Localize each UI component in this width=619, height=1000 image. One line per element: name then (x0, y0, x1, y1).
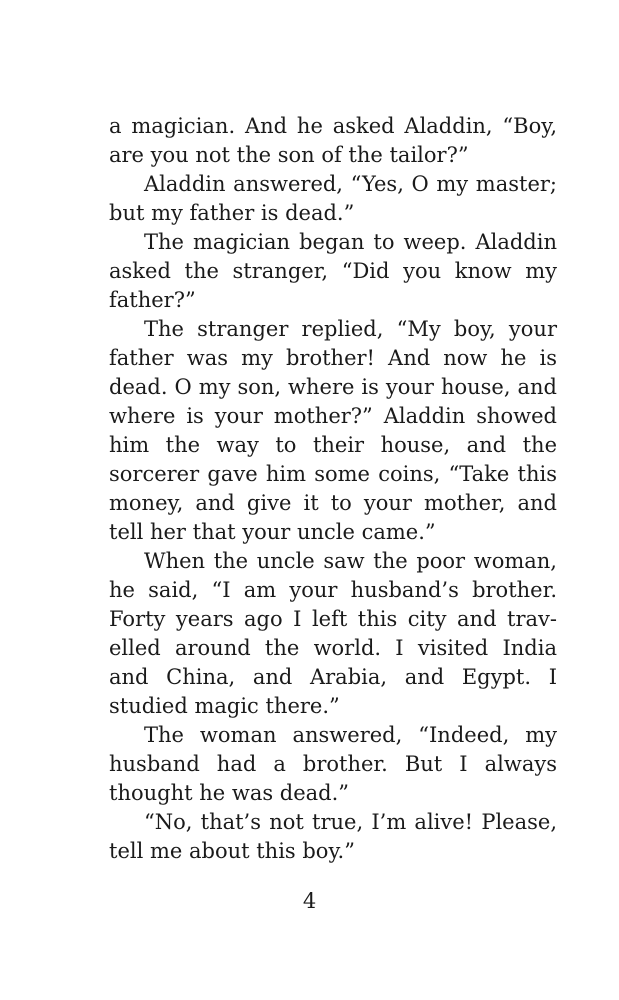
paragraph-6: The woman answered, “Indeed, my husband had a brother. But I always thought he was dead.” (109, 723, 557, 805)
paragraph-4: The stranger replied, “My boy, your father was my brother! And now he is dead. O my son, where is your house, and where is your mother?” Aladdin showed him the way to their house, and the sorcerer gave him some coins, “Take this money, and give it to your mother, and tell her that your uncle came.” (109, 317, 557, 544)
page-number: 4 (302, 889, 317, 913)
paragraph-2: Aladdin answered, “Yes, O my master; but my father is dead.” (109, 172, 557, 225)
paragraph-1: a magician. And he asked Aladdin, “Boy, are you not the son of the tailor?” (109, 114, 557, 167)
paragraph-7: “No, that’s not true, I’m alive! Please, tell me about this boy.” (109, 810, 557, 863)
body-text (109, 112, 557, 866)
paragraph-3: The magician began to weep. Aladdin asked the stranger, “Did you know my father?” (109, 230, 557, 312)
paragraph-5: When the uncle saw the poor woman, he said, “I am your husband’s brother. Forty years ago I left this city and travelled around the world. I visited India and China, and Arabia, and Egypt. I studied magic there.” (109, 549, 557, 718)
